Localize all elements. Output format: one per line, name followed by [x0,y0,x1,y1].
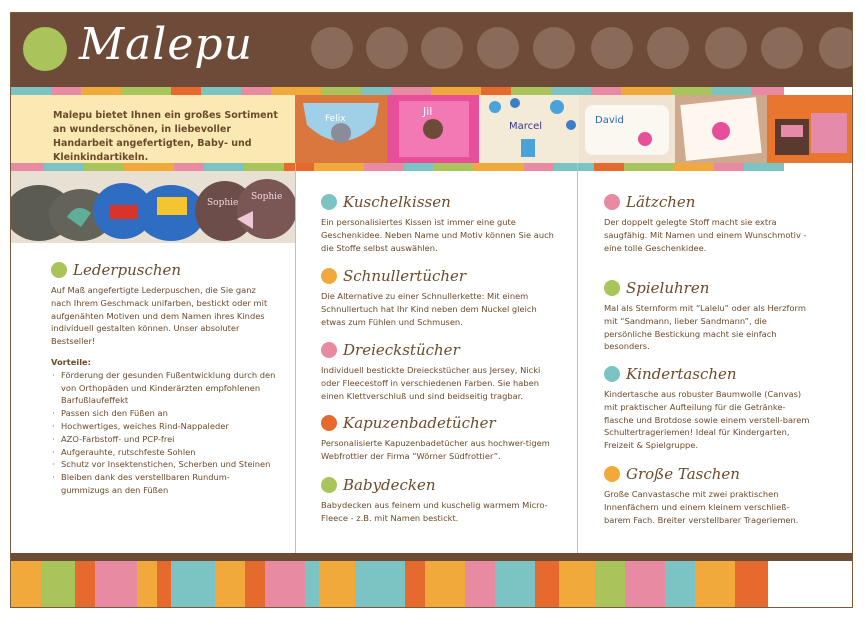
intro-text: Malepu bietet Ihnen ein großes Sortiment an wunderschönen, in liebevoller Handarbeit angefertigten, Baby- und Kleinkindartikeln. [11,95,295,163]
middle-column [321,193,557,525]
lederpuschen-heading-row [51,261,276,279]
kuschelkissen-text: Ein personalisiertes Kissen ist immer eine gute Geschenkidee. Neben Name und Motiv können Sie auch die Stoffe selbst auswählen. [321,217,554,253]
vorteile-item: · Schutz vor Insektenstichen, Scherben und Steinen [51,458,276,471]
header-decor-circle [819,27,853,69]
header-decor-circle [591,27,633,69]
dreieckstuecher-heading: Dreieckstücher [343,341,460,359]
stripe-segment [621,87,671,95]
color-stripe-top [11,87,853,95]
orange-dot-icon [321,268,337,284]
stripe-segment [465,561,495,608]
section-schnullertuecher [321,267,557,341]
right-column [604,193,814,526]
section-lederpuschen [51,261,276,497]
grosse-taschen-heading: Große Taschen [626,465,740,483]
header-decor-circle [477,27,519,69]
stripe-segment [744,163,784,171]
vorteile-item: · Förderung der gesunden Fußentwicklung durch den von Orthopäden und Kinderärzten empfohlenen Barfußlaufeffekt [51,369,276,407]
grosse-taschen-text: Große Canvastasche mit zwei praktischen Innenfächern und einem kleinem verschließ-barem Fach. Breiter verstellbarer Trageriemen. [604,489,799,525]
kindertaschen-text: Kindertasche aus robuster Baumwolle (Canvas) mit praktischer Aufteilung für die Getränke-flasche und Brotdose sowie einem verstell-barem Schultertrageriemen! Ideal für Kindergarten, Freizeit & Spielgruppe. [604,389,810,451]
pink-dot-icon [604,194,620,210]
stripe-segment [284,163,314,171]
stripe-segment [124,163,174,171]
schnullertuecher-heading: Schnullertücher [343,267,467,285]
stripe-segment [137,561,157,608]
stripe-segment [431,87,481,95]
vorteile-item: · Bleiben dank des verstellbaren Rundum-gummizugs an den Füßen [51,471,276,497]
stripe-segment [735,561,768,608]
vorteile-list [51,369,276,497]
header-bar [11,13,853,87]
schnullertuecher-text: Die Alternative zu einer Schnullerkette: Mit einem Schnullertuch hat Ihr Kind neben dem Nuckel gleich etwas zum Fühlen und Schmusen. [321,291,537,327]
stripe-segment [674,163,714,171]
stripe-segment [711,87,751,95]
stripe-segment [305,561,319,608]
stripe-segment [81,87,121,95]
kapuzenbadetuecher-heading: Kapuzenbadetücher [343,414,496,432]
kuschelkissen-heading: Kuschelkissen [343,193,451,211]
stripe-segment [405,561,425,608]
stripe-segment [695,561,735,608]
stripe-segment [559,561,595,608]
babydecken-heading-row [321,476,557,494]
spieluhren-text: Mal als Sternform mit “Lalelu” oder als Herzform mit “Sandmann, lieber Sandmann”, die persönliche Bestickung macht sie einfach besonders. [604,303,806,352]
products-photo-strip [295,95,853,163]
kindertaschen-heading-row [604,365,814,383]
brand-logo: Malepu [79,19,253,70]
laetzchen-text: Der doppelt gelegte Stoff macht sie extra saugfähig. Mit Namen und einem Wunschmotiv - eine tolle Geschenkidee. [604,217,807,253]
footer-brown-band [11,553,853,561]
stripe-segment [241,87,271,95]
pink-dot-icon [321,342,337,358]
stripe-segment [714,163,744,171]
dreieckstuecher-text: Individuell bestickte Dreieckstücher aus Jersey, Nicki oder Fleecestoff in verschiedenen Farben. Sie haben einen Klettverschluß und sind beidseitig tragbar. [321,365,541,401]
section-spieluhren [604,279,814,365]
stripe-segment [591,87,621,95]
section-laetzchen [604,193,814,279]
header-decor-circle [311,27,353,69]
vorteile-title: Vorteile: [51,356,91,367]
section-grosse-taschen [604,465,814,526]
stripe-segment [11,163,44,171]
color-stripe-bottom [11,561,853,608]
stripe-segment [319,561,355,608]
color-stripe-mid [11,163,853,171]
stripe-segment [245,561,265,608]
stripe-segment [271,87,321,95]
stripe-segment [535,561,559,608]
stripe-segment [11,561,41,608]
column-divider-2 [577,163,578,553]
stripe-segment [404,163,434,171]
photo-label-marcel: Marcel [509,121,543,132]
vorteile-item: · Aufgerauhte, rutschfeste Sohlen [51,446,276,459]
header-decor-circle [761,27,803,69]
stripe-segment [495,561,535,608]
stripe-segment [481,87,511,95]
section-babydecken [321,476,557,525]
orange-dot-icon [604,466,620,482]
header-decor-circle [705,27,747,69]
stripe-segment [174,163,204,171]
section-kuschelkissen [321,193,557,267]
stripe-segment [75,561,95,608]
stripe-segment [215,561,245,608]
stripe-segment [321,87,361,95]
vorteile-item: · Passen sich den Füßen an [51,407,276,420]
stripe-segment [665,561,695,608]
stripe-segment [434,163,474,171]
shoe-label-sophie-1: Sophie [207,198,239,208]
stripe-segment [551,87,591,95]
stripe-segment [361,87,391,95]
teal-dot-icon [321,194,337,210]
stripe-segment [425,561,465,608]
green-dot-icon [604,280,620,296]
vorteile-item: · AZO-Farbstoff- und PCP-frei [51,433,276,446]
schnullertuecher-heading-row [321,267,557,285]
shoe-label-sophie-2: Sophie [251,192,283,202]
green-dot-icon [51,262,67,278]
stripe-segment [244,163,284,171]
dreieckstuecher-heading-row [321,341,557,359]
brochure-page [10,12,853,608]
stripe-segment [171,87,201,95]
photo-label-david: David [595,115,624,126]
stripe-segment [41,561,75,608]
spieluhren-heading: Spieluhren [626,279,710,297]
stripe-segment [625,561,665,608]
stripe-segment [524,163,554,171]
laetzchen-heading-row [604,193,814,211]
stripe-segment [11,87,51,95]
stripe-segment [594,163,624,171]
stripe-segment [671,87,711,95]
stripe-segment [364,163,404,171]
kapuzenbadetuecher-text: Personalisierte Kapuzenbadetücher aus hochwer-tigem Webfrottier der Firma “Wörner Südfrottier”. [321,438,550,461]
stripe-segment [265,561,305,608]
logo-dot [23,27,67,71]
babydecken-heading: Babydecken [343,476,436,494]
kapuzenbadetuecher-heading-row [321,414,557,432]
laetzchen-heading: Lätzchen [626,193,696,211]
stripe-segment [121,87,171,95]
stripe-segment [51,87,81,95]
header-decor-circle [647,27,689,69]
lederpuschen-text: Auf Maß angefertigte Lederpuschen, die Sie ganz nach Ihrem Geschmack unifarben, bestickt oder mit aufgenähten Motiven und dem Namen ihres Kindes individuell gestalten können. Unser absoluter Bestseller! [51,285,268,347]
stripe-segment [314,163,364,171]
stripe-segment [474,163,524,171]
header-decor-circle [533,27,575,69]
grosse-taschen-heading-row [604,465,814,483]
stripe-segment [157,561,171,608]
spieluhren-heading-row [604,279,814,297]
vorteile-item: · Hochwertiges, weiches Rind-Nappaleder [51,420,276,433]
stripe-segment [355,561,405,608]
photo-label-jil: Jil [423,105,433,118]
red-orange-dot-icon [321,415,337,431]
babydecken-text: Babydecken aus feinem und kuschelig warmem Micro-Fleece - z.B. mit Namen bestickt. [321,500,548,523]
stripe-segment [751,87,784,95]
stripe-segment [391,87,431,95]
stripe-segment [511,87,551,95]
teal-dot-icon [604,366,620,382]
section-dreieckstuecher [321,341,557,414]
stripe-segment [171,561,215,608]
header-decor-circle [421,27,463,69]
section-kindertaschen [604,365,814,465]
kindertaschen-heading: Kindertaschen [626,365,737,383]
header-decor-circle [366,27,408,69]
stripe-segment [201,87,241,95]
stripe-segment [95,561,137,608]
stripe-segment [204,163,244,171]
leather-shoes-photo [11,171,295,243]
column-divider-1 [295,163,296,553]
stripe-segment [44,163,84,171]
green-dot-icon [321,477,337,493]
stripe-segment [554,163,594,171]
kuschelkissen-heading-row [321,193,557,211]
lederpuschen-heading: Lederpuschen [73,261,182,279]
section-kapuzenbadetuecher [321,414,557,476]
stripe-segment [595,561,625,608]
photo-label-felix: Felix [325,114,346,124]
stripe-segment [84,163,124,171]
stripe-segment [624,163,674,171]
